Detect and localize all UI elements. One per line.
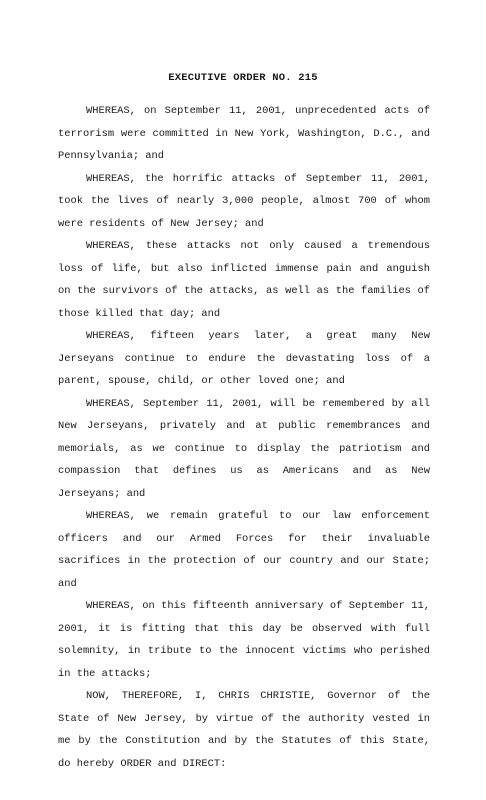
whereas-paragraph-4: WHEREAS, fifteen years later, a great many New Jerseyans continue to endure the devastating loss of a parent, spouse, child, or other loved one; and [58,330,430,387]
whereas-paragraph-3: WHEREAS, these attacks not only caused a tremendous loss of life, but also inflicted immense pain and anguish on the survivors of the attacks, as well as the families of those killed that day; and [58,240,430,320]
whereas-paragraph-6: WHEREAS, we remain grateful to our law enforcement officers and our Armed Forces for their invaluable sacrifices in the protection of our country and our State; and [58,510,430,590]
whereas-paragraph-2: WHEREAS, the horrific attacks of September 11, 2001, took the lives of nearly 3,000 people, almost 700 of whom were residents of New Jersey; and [58,172,430,230]
whereas-paragraph-5: WHEREAS, September 11, 2001, will be remembered by all New Jerseyans, privately and at public remembrances and memorials, as we continue to display the patriotism and compassion that defines us as Americans and as New Jerseyans; and [58,397,430,500]
now-therefore-paragraph: NOW, THEREFORE, I, CHRIS CHRISTIE, Governor of the State of New Jersey, by virtue of the authority vested in me by the Constitution and by the Statutes of this State, do hereby ORDER and DIRECT: [58,690,430,770]
document-title: EXECUTIVE ORDER NO. 215 [168,72,318,84]
document-body [58,100,430,775]
whereas-paragraph-7: WHEREAS, on this fifteenth anniversary of September 11, 2001, it is fitting that this day be observed with full solemnity, in tribute to the innocent victims who perished in the attacks; [58,600,430,680]
whereas-paragraph-1: WHEREAS, on September 11, 2001, unprecedented acts of terrorism were committed in New York, Washington, D.C., and Pennsylvania; and [58,105,430,162]
